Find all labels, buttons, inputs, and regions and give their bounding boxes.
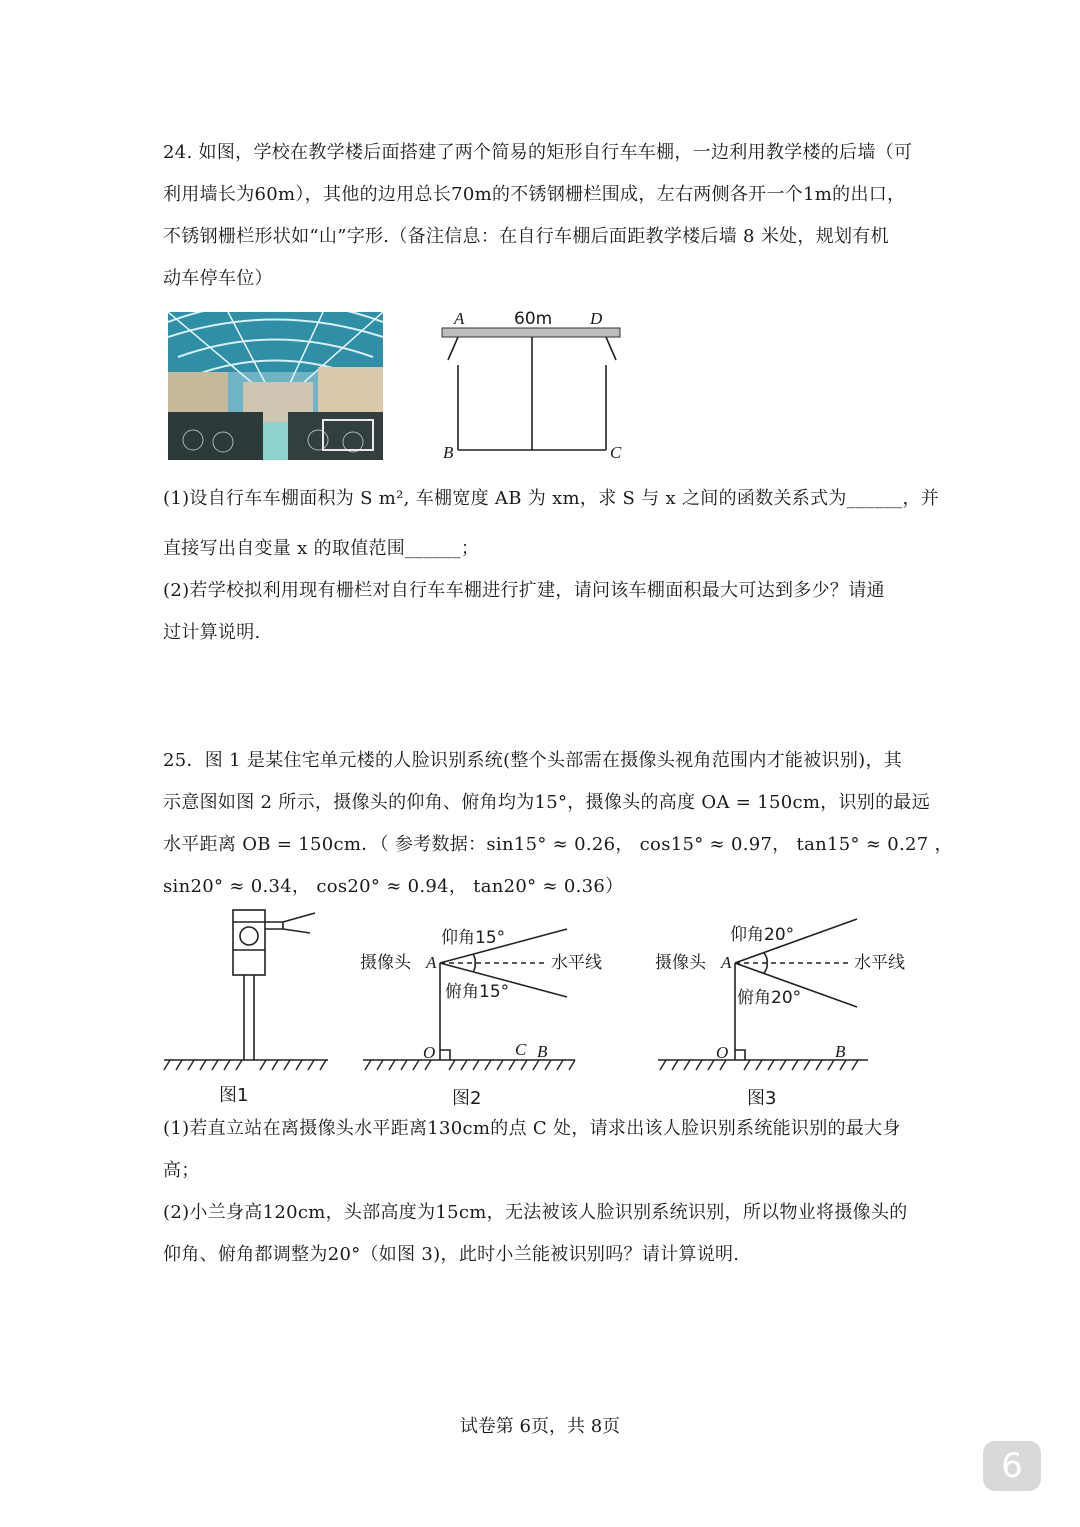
fig2-point-b: B [537,1042,548,1061]
q24-part2-line-2: 过计算说明. [163,622,261,643]
figure-1-camera-pole [160,905,335,1080]
q25-line-2: 示意图如图 2 所示，摄像头的仰角、俯角均为15°，摄像头的高度 OA = 150cm，识别的最远 [163,792,931,813]
q24-line-1: 24. 如图，学校在教学楼后面搭建了两个简易的矩形自行车车棚，一边利用教学楼的后墙（可 [163,142,913,163]
q25-part1-line-2: 高； [163,1160,200,1181]
fig3-elevation-label: 仰角20° [730,925,795,945]
q24-part1-line-1: (1)设自行车车棚面积为 S m², 车棚宽度 AB 为 xm，求 S 与 x 之间的函数关系式为______，并 [163,488,940,509]
q25-line-4: sin20° ≈ 0.34， cos20° ≈ 0.94， tan20° ≈ 0.36） [163,876,624,897]
caption-figure-2: 图2 [452,1088,482,1109]
fig3-camera-label: 摄像头 [655,953,706,973]
q24-part1-line-2: 直接写出自变量 x 的取值范围______； [163,538,480,559]
fig3-horizon-label: 水平线 [854,953,905,973]
caption-figure-3: 图3 [747,1088,777,1109]
caption-figure-1: 图1 [219,1085,249,1106]
fig2-camera-label: 摄像头 [360,953,411,973]
label-a: A [454,309,465,328]
fig2-horizon-label: 水平线 [551,953,602,973]
page-number-badge[interactable]: 6 [983,1441,1041,1491]
figure-3-diagram [650,915,925,1080]
fig3-point-b: B [835,1042,846,1061]
fig2-elevation-label: 仰角15° [441,928,506,948]
fig2-point-o: O [423,1043,436,1062]
q24-line-4: 动车停车位） [163,268,273,289]
q25-line-3: 水平距离 OB = 150cm．（ 参考数据：sin15° ≈ 0.26， cos15° ≈ 0.97， tan15° ≈ 0.27 ， [163,834,953,855]
q25-part1-line-1: (1)若直立站在离摄像头水平距离130cm的点 C 处，请求出该人脸识别系统能识别的最大身 [163,1118,901,1139]
label-c: C [610,443,622,462]
label-d: D [590,309,603,328]
fig2-point-c: C [515,1040,527,1059]
fig3-point-o: O [716,1043,729,1062]
q25-part2-line-2: 仰角、俯角都调整为20°（如图 3)，此时小兰能被识别吗？请计算说明. [163,1244,740,1265]
figure-2-diagram [355,915,625,1080]
q24-line-3: 不锈钢栅栏形状如“山”字形.（备注信息：在自行车棚后面距教学楼后墙 8 米处，规划有机 [163,226,889,247]
fig2-point-a: A [426,953,437,972]
bike-shed-photo [168,312,383,460]
q25-part2-line-1: (2)小兰身高120cm，头部高度为15cm，无法被该人脸识别系统识别，所以物业将摄像头的 [163,1202,908,1223]
label-60m: 60m [514,309,553,329]
fig2-depression-label: 俯角15° [445,982,510,1002]
q24-part2-line-1: (2)若学校拟利用现有栅栏对自行车车棚进行扩建，请问该车棚面积最大可达到多少？请通 [163,580,885,601]
q25-line-1: 25．图 1 是某住宅单元楼的人脸识别系统(整个头部需在摄像头视角范围内才能被识别)，其 [163,750,903,771]
bike-shed-diagram [430,305,640,465]
label-b: B [443,443,454,462]
fig3-depression-label: 俯角20° [737,988,802,1008]
fig3-point-a: A [721,953,732,972]
q24-line-2: 利用墙长为60m），其他的边用总长70m的不锈钢栅栏围成，左右两侧各开一个1m的出口， [163,184,906,205]
page-footer: 试卷第 6页，共 8页 [459,1416,621,1437]
